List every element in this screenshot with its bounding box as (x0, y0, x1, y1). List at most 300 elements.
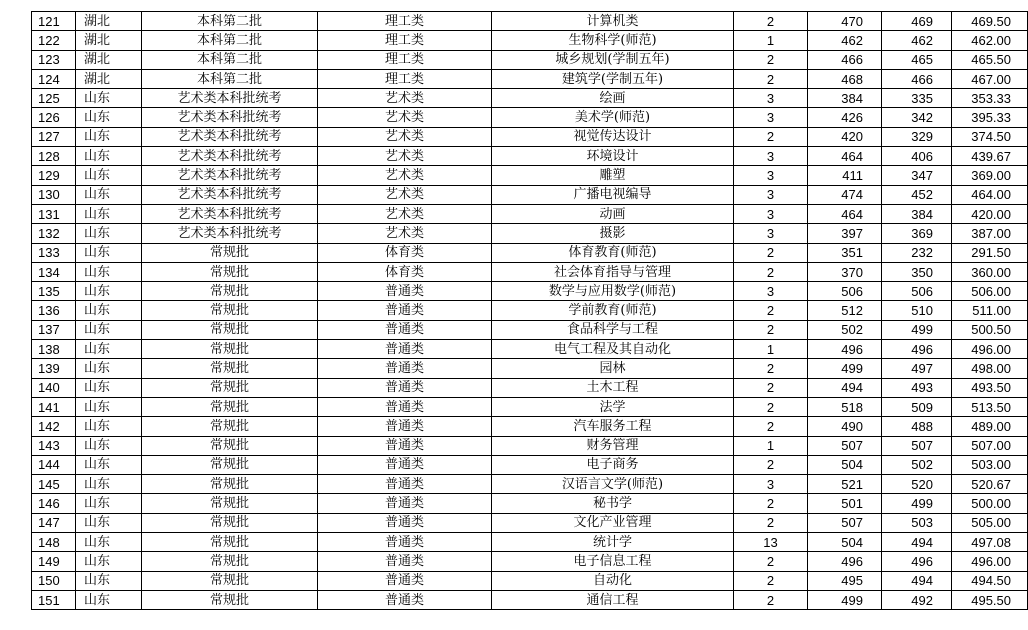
row-number-cell: 136 (32, 301, 76, 320)
table-row (32, 436, 1028, 455)
min-score-cell: 499 (882, 320, 952, 339)
avg-score-cell: 360.00 (952, 262, 1028, 281)
avg-score-cell: 387.00 (952, 224, 1028, 243)
category-cell: 普通类 (318, 436, 492, 455)
major-cell: 计算机类 (492, 12, 734, 31)
category-cell: 普通类 (318, 494, 492, 513)
batch-cell: 常规批 (142, 417, 318, 436)
province-cell: 山东 (76, 436, 142, 455)
batch-cell: 常规批 (142, 455, 318, 474)
batch-cell: 本科第二批 (142, 50, 318, 69)
min-score-cell: 469 (882, 12, 952, 31)
batch-cell: 艺术类本科批统考 (142, 147, 318, 166)
major-cell: 生物科学(师范) (492, 31, 734, 50)
province-cell: 山东 (76, 204, 142, 223)
table-row (32, 533, 1028, 552)
enrolled-count-cell: 3 (734, 89, 808, 108)
min-score-cell: 494 (882, 533, 952, 552)
min-score-cell: 493 (882, 378, 952, 397)
category-cell: 普通类 (318, 475, 492, 494)
category-cell: 艺术类 (318, 108, 492, 127)
max-score-cell: 464 (808, 147, 882, 166)
category-cell: 普通类 (318, 552, 492, 571)
table-body (32, 12, 1028, 610)
major-cell: 体育教育(师范) (492, 243, 734, 262)
batch-cell: 常规批 (142, 552, 318, 571)
enrolled-count-cell: 1 (734, 436, 808, 455)
max-score-cell: 462 (808, 31, 882, 50)
row-number-cell: 123 (32, 50, 76, 69)
row-number-cell: 143 (32, 436, 76, 455)
row-number-cell: 124 (32, 69, 76, 88)
row-number-cell: 122 (32, 31, 76, 50)
batch-cell: 艺术类本科批统考 (142, 89, 318, 108)
province-cell: 山东 (76, 320, 142, 339)
max-score-cell: 426 (808, 108, 882, 127)
row-number-cell: 128 (32, 147, 76, 166)
category-cell: 普通类 (318, 397, 492, 416)
province-cell: 湖北 (76, 69, 142, 88)
major-cell: 电气工程及其自动化 (492, 340, 734, 359)
batch-cell: 常规批 (142, 378, 318, 397)
enrolled-count-cell: 3 (734, 204, 808, 223)
avg-score-cell: 489.00 (952, 417, 1028, 436)
batch-cell: 常规批 (142, 397, 318, 416)
major-cell: 数学与应用数学(师范) (492, 282, 734, 301)
batch-cell: 艺术类本科批统考 (142, 204, 318, 223)
avg-score-cell: 507.00 (952, 436, 1028, 455)
province-cell: 山东 (76, 127, 142, 146)
category-cell: 普通类 (318, 301, 492, 320)
category-cell: 艺术类 (318, 89, 492, 108)
major-cell: 土木工程 (492, 378, 734, 397)
category-cell: 理工类 (318, 31, 492, 50)
table-row (32, 417, 1028, 436)
row-number-cell: 142 (32, 417, 76, 436)
batch-cell: 艺术类本科批统考 (142, 224, 318, 243)
category-cell: 理工类 (318, 69, 492, 88)
max-score-cell: 490 (808, 417, 882, 436)
avg-score-cell: 513.50 (952, 397, 1028, 416)
province-cell: 山东 (76, 571, 142, 590)
major-cell: 雕塑 (492, 166, 734, 185)
province-cell: 山东 (76, 243, 142, 262)
table-row (32, 359, 1028, 378)
enrolled-count-cell: 3 (734, 108, 808, 127)
min-score-cell: 509 (882, 397, 952, 416)
max-score-cell: 464 (808, 204, 882, 223)
enrolled-count-cell: 2 (734, 243, 808, 262)
avg-score-cell: 369.00 (952, 166, 1028, 185)
batch-cell: 常规批 (142, 262, 318, 281)
enrolled-count-cell: 2 (734, 552, 808, 571)
table-row (32, 69, 1028, 88)
batch-cell: 艺术类本科批统考 (142, 166, 318, 185)
batch-cell: 常规批 (142, 533, 318, 552)
enrolled-count-cell: 2 (734, 571, 808, 590)
table-row (32, 282, 1028, 301)
max-score-cell: 521 (808, 475, 882, 494)
max-score-cell: 499 (808, 590, 882, 609)
enrolled-count-cell: 2 (734, 69, 808, 88)
max-score-cell: 518 (808, 397, 882, 416)
min-score-cell: 496 (882, 340, 952, 359)
table-row (32, 89, 1028, 108)
min-score-cell: 329 (882, 127, 952, 146)
row-number-cell: 140 (32, 378, 76, 397)
table-row (32, 455, 1028, 474)
table-row (32, 108, 1028, 127)
max-score-cell: 502 (808, 320, 882, 339)
batch-cell: 本科第二批 (142, 12, 318, 31)
batch-cell: 艺术类本科批统考 (142, 127, 318, 146)
avg-score-cell: 500.00 (952, 494, 1028, 513)
province-cell: 山东 (76, 262, 142, 281)
max-score-cell: 507 (808, 513, 882, 532)
table-row (32, 590, 1028, 609)
row-number-cell: 133 (32, 243, 76, 262)
province-cell: 湖北 (76, 31, 142, 50)
category-cell: 艺术类 (318, 224, 492, 243)
category-cell: 普通类 (318, 378, 492, 397)
major-cell: 电子商务 (492, 455, 734, 474)
enrolled-count-cell: 3 (734, 282, 808, 301)
row-number-cell: 125 (32, 89, 76, 108)
category-cell: 艺术类 (318, 204, 492, 223)
max-score-cell: 474 (808, 185, 882, 204)
major-cell: 环境设计 (492, 147, 734, 166)
enrolled-count-cell: 1 (734, 340, 808, 359)
table-row (32, 475, 1028, 494)
avg-score-cell: 493.50 (952, 378, 1028, 397)
category-cell: 理工类 (318, 50, 492, 69)
major-cell: 视觉传达设计 (492, 127, 734, 146)
table-row (32, 571, 1028, 590)
category-cell: 体育类 (318, 262, 492, 281)
table-row (32, 378, 1028, 397)
max-score-cell: 501 (808, 494, 882, 513)
avg-score-cell: 353.33 (952, 89, 1028, 108)
row-number-cell: 147 (32, 513, 76, 532)
enrolled-count-cell: 13 (734, 533, 808, 552)
avg-score-cell: 469.50 (952, 12, 1028, 31)
category-cell: 体育类 (318, 243, 492, 262)
major-cell: 文化产业管理 (492, 513, 734, 532)
enrolled-count-cell: 2 (734, 494, 808, 513)
row-number-cell: 129 (32, 166, 76, 185)
enrolled-count-cell: 2 (734, 378, 808, 397)
max-score-cell: 496 (808, 340, 882, 359)
category-cell: 普通类 (318, 571, 492, 590)
admission-score-table (31, 11, 1028, 610)
province-cell: 山东 (76, 455, 142, 474)
min-score-cell: 496 (882, 552, 952, 571)
min-score-cell: 492 (882, 590, 952, 609)
row-number-cell: 135 (32, 282, 76, 301)
avg-score-cell: 395.33 (952, 108, 1028, 127)
major-cell: 城乡规划(学制五年) (492, 50, 734, 69)
enrolled-count-cell: 2 (734, 320, 808, 339)
row-number-cell: 151 (32, 590, 76, 609)
table-row (32, 494, 1028, 513)
enrolled-count-cell: 2 (734, 50, 808, 69)
min-score-cell: 347 (882, 166, 952, 185)
row-number-cell: 127 (32, 127, 76, 146)
enrolled-count-cell: 2 (734, 590, 808, 609)
category-cell: 普通类 (318, 359, 492, 378)
row-number-cell: 148 (32, 533, 76, 552)
province-cell: 山东 (76, 282, 142, 301)
min-score-cell: 507 (882, 436, 952, 455)
avg-score-cell: 464.00 (952, 185, 1028, 204)
major-cell: 美术学(师范) (492, 108, 734, 127)
category-cell: 艺术类 (318, 147, 492, 166)
batch-cell: 艺术类本科批统考 (142, 185, 318, 204)
batch-cell: 本科第二批 (142, 69, 318, 88)
batch-cell: 常规批 (142, 359, 318, 378)
province-cell: 山东 (76, 108, 142, 127)
major-cell: 汽车服务工程 (492, 417, 734, 436)
province-cell: 湖北 (76, 12, 142, 31)
enrolled-count-cell: 2 (734, 513, 808, 532)
max-score-cell: 397 (808, 224, 882, 243)
min-score-cell: 342 (882, 108, 952, 127)
min-score-cell: 466 (882, 69, 952, 88)
category-cell: 艺术类 (318, 185, 492, 204)
row-number-cell: 134 (32, 262, 76, 281)
category-cell: 理工类 (318, 12, 492, 31)
avg-score-cell: 291.50 (952, 243, 1028, 262)
enrolled-count-cell: 2 (734, 262, 808, 281)
major-cell: 绘画 (492, 89, 734, 108)
table-row (32, 340, 1028, 359)
row-number-cell: 146 (32, 494, 76, 513)
batch-cell: 常规批 (142, 590, 318, 609)
max-score-cell: 504 (808, 455, 882, 474)
min-score-cell: 494 (882, 571, 952, 590)
row-number-cell: 150 (32, 571, 76, 590)
enrolled-count-cell: 2 (734, 301, 808, 320)
max-score-cell: 504 (808, 533, 882, 552)
max-score-cell: 507 (808, 436, 882, 455)
min-score-cell: 465 (882, 50, 952, 69)
avg-score-cell: 467.00 (952, 69, 1028, 88)
major-cell: 财务管理 (492, 436, 734, 455)
avg-score-cell: 511.00 (952, 301, 1028, 320)
row-number-cell: 144 (32, 455, 76, 474)
batch-cell: 本科第二批 (142, 31, 318, 50)
max-score-cell: 496 (808, 552, 882, 571)
avg-score-cell: 462.00 (952, 31, 1028, 50)
major-cell: 电子信息工程 (492, 552, 734, 571)
avg-score-cell: 496.00 (952, 552, 1028, 571)
min-score-cell: 369 (882, 224, 952, 243)
province-cell: 山东 (76, 301, 142, 320)
major-cell: 广播电视编导 (492, 185, 734, 204)
table-row (32, 204, 1028, 223)
enrolled-count-cell: 3 (734, 475, 808, 494)
avg-score-cell: 420.00 (952, 204, 1028, 223)
avg-score-cell: 498.00 (952, 359, 1028, 378)
category-cell: 普通类 (318, 320, 492, 339)
major-cell: 汉语言文学(师范) (492, 475, 734, 494)
batch-cell: 常规批 (142, 475, 318, 494)
table-row (32, 185, 1028, 204)
major-cell: 秘书学 (492, 494, 734, 513)
avg-score-cell: 500.50 (952, 320, 1028, 339)
enrolled-count-cell: 2 (734, 397, 808, 416)
enrolled-count-cell: 3 (734, 224, 808, 243)
max-score-cell: 495 (808, 571, 882, 590)
min-score-cell: 452 (882, 185, 952, 204)
province-cell: 山东 (76, 340, 142, 359)
avg-score-cell: 503.00 (952, 455, 1028, 474)
enrolled-count-cell: 2 (734, 417, 808, 436)
category-cell: 艺术类 (318, 166, 492, 185)
avg-score-cell: 465.50 (952, 50, 1028, 69)
major-cell: 自动化 (492, 571, 734, 590)
row-number-cell: 141 (32, 397, 76, 416)
avg-score-cell: 374.50 (952, 127, 1028, 146)
avg-score-cell: 495.50 (952, 590, 1028, 609)
province-cell: 山东 (76, 590, 142, 609)
max-score-cell: 494 (808, 378, 882, 397)
min-score-cell: 488 (882, 417, 952, 436)
table-row (32, 127, 1028, 146)
table-row (32, 224, 1028, 243)
province-cell: 山东 (76, 494, 142, 513)
province-cell: 山东 (76, 378, 142, 397)
province-cell: 山东 (76, 513, 142, 532)
category-cell: 普通类 (318, 513, 492, 532)
max-score-cell: 420 (808, 127, 882, 146)
major-cell: 建筑学(学制五年) (492, 69, 734, 88)
major-cell: 动画 (492, 204, 734, 223)
max-score-cell: 351 (808, 243, 882, 262)
major-cell: 社会体育指导与管理 (492, 262, 734, 281)
table-row (32, 320, 1028, 339)
batch-cell: 常规批 (142, 301, 318, 320)
enrolled-count-cell: 3 (734, 185, 808, 204)
min-score-cell: 506 (882, 282, 952, 301)
table-row (32, 397, 1028, 416)
major-cell: 园林 (492, 359, 734, 378)
batch-cell: 常规批 (142, 571, 318, 590)
avg-score-cell: 505.00 (952, 513, 1028, 532)
enrolled-count-cell: 2 (734, 455, 808, 474)
batch-cell: 常规批 (142, 320, 318, 339)
max-score-cell: 512 (808, 301, 882, 320)
max-score-cell: 499 (808, 359, 882, 378)
min-score-cell: 499 (882, 494, 952, 513)
major-cell: 摄影 (492, 224, 734, 243)
enrolled-count-cell: 2 (734, 127, 808, 146)
batch-cell: 常规批 (142, 513, 318, 532)
category-cell: 普通类 (318, 533, 492, 552)
max-score-cell: 466 (808, 50, 882, 69)
province-cell: 山东 (76, 475, 142, 494)
min-score-cell: 384 (882, 204, 952, 223)
table-row (32, 513, 1028, 532)
row-number-cell: 137 (32, 320, 76, 339)
major-cell: 通信工程 (492, 590, 734, 609)
min-score-cell: 335 (882, 89, 952, 108)
batch-cell: 常规批 (142, 340, 318, 359)
min-score-cell: 497 (882, 359, 952, 378)
min-score-cell: 462 (882, 31, 952, 50)
province-cell: 山东 (76, 224, 142, 243)
row-number-cell: 139 (32, 359, 76, 378)
province-cell: 山东 (76, 185, 142, 204)
province-cell: 山东 (76, 89, 142, 108)
min-score-cell: 350 (882, 262, 952, 281)
row-number-cell: 131 (32, 204, 76, 223)
province-cell: 山东 (76, 147, 142, 166)
row-number-cell: 145 (32, 475, 76, 494)
max-score-cell: 470 (808, 12, 882, 31)
table-row (32, 31, 1028, 50)
min-score-cell: 503 (882, 513, 952, 532)
min-score-cell: 510 (882, 301, 952, 320)
row-number-cell: 126 (32, 108, 76, 127)
province-cell: 湖北 (76, 50, 142, 69)
min-score-cell: 520 (882, 475, 952, 494)
row-number-cell: 121 (32, 12, 76, 31)
category-cell: 普通类 (318, 340, 492, 359)
enrolled-count-cell: 3 (734, 166, 808, 185)
max-score-cell: 468 (808, 69, 882, 88)
major-cell: 统计学 (492, 533, 734, 552)
major-cell: 食品科学与工程 (492, 320, 734, 339)
table-row (32, 262, 1028, 281)
province-cell: 山东 (76, 417, 142, 436)
province-cell: 山东 (76, 166, 142, 185)
row-number-cell: 130 (32, 185, 76, 204)
table-row (32, 12, 1028, 31)
major-cell: 法学 (492, 397, 734, 416)
max-score-cell: 384 (808, 89, 882, 108)
row-number-cell: 149 (32, 552, 76, 571)
avg-score-cell: 497.08 (952, 533, 1028, 552)
batch-cell: 常规批 (142, 436, 318, 455)
max-score-cell: 370 (808, 262, 882, 281)
max-score-cell: 506 (808, 282, 882, 301)
province-cell: 山东 (76, 533, 142, 552)
table-row (32, 301, 1028, 320)
enrolled-count-cell: 2 (734, 12, 808, 31)
province-cell: 山东 (76, 552, 142, 571)
batch-cell: 常规批 (142, 494, 318, 513)
row-number-cell: 132 (32, 224, 76, 243)
avg-score-cell: 439.67 (952, 147, 1028, 166)
category-cell: 普通类 (318, 590, 492, 609)
batch-cell: 艺术类本科批统考 (142, 108, 318, 127)
min-score-cell: 502 (882, 455, 952, 474)
min-score-cell: 406 (882, 147, 952, 166)
enrolled-count-cell: 3 (734, 147, 808, 166)
category-cell: 普通类 (318, 455, 492, 474)
major-cell: 学前教育(师范) (492, 301, 734, 320)
table-row (32, 243, 1028, 262)
avg-score-cell: 496.00 (952, 340, 1028, 359)
avg-score-cell: 494.50 (952, 571, 1028, 590)
category-cell: 艺术类 (318, 127, 492, 146)
batch-cell: 常规批 (142, 243, 318, 262)
batch-cell: 常规批 (142, 282, 318, 301)
table-row (32, 147, 1028, 166)
max-score-cell: 411 (808, 166, 882, 185)
table-row (32, 50, 1028, 69)
